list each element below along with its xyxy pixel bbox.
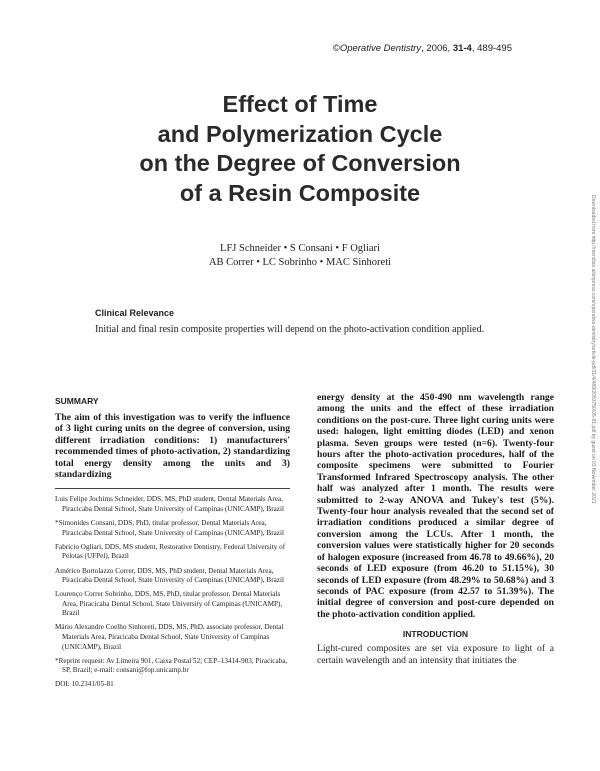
left-column [55,392,290,695]
author-line: AB Correr • LC Sobrinho • MAC Sinhoreti [208,257,392,268]
affiliation: *Simonides Consani, DDS, PhD, titular professor, Dental Materials Area, Piracicaba Dental School, State University of Campinas (UNICAMP), Brazil [55,519,284,537]
doi: DOI: 10.2341/05-81 [55,680,114,689]
journal-name: Operative Dentistry [339,43,422,54]
article-title [0,90,600,208]
title-line: and Polymerization Cycle [157,120,443,147]
right-column [317,392,554,666]
reprint-request: *Reprint request: Av Limeira 901, Caixa Postal 52; CEP–13414-903, Piracicaba, SP, Brazil; e-mail: consani@fop.unicamp.br [55,656,288,675]
affiliation-divider [55,488,290,489]
introduction-heading: INTRODUCTION [402,629,469,640]
title-line: Effect of Time [222,91,378,117]
title-line: of a Resin Composite [179,179,421,206]
journal-citation [333,43,512,54]
author-line: LFJ Schneider • S Consani • F Ogliari [220,243,380,254]
author-list [0,242,600,270]
summary-heading: SUMMARY [55,396,99,406]
journal-issue: 31-4 [452,43,472,54]
clinical-relevance-heading: Clinical Relevance [95,308,175,318]
affiliation: Lourenço Correr Sobrinho, DDS, MS, PhD, titular professor, Dental Materials Area, Piracicaba Dental School, State University of Campinas (UNICAMP), Brazil [55,590,283,618]
affiliation: Mário Alexandre Coelho Sinhoreti, DDS, MS, PhD, associate professor, Dental Materials Area, Piracicaba Dental School, State University of Campinas (UNICAMP), Brazil [55,623,284,651]
affiliation: Fabrício Ogliari, DDS, MS student, Restorative Dentistry, Federal University of Pelotas (UFPel), Brazil [55,542,286,561]
clinical-relevance-text: Initial and final resin composite properties will depend on the photo-activation condition applied. [95,324,485,335]
download-watermark: Downloaded from http://meridian.allenpress.com/operative-dentistry/article-pdf/31/4/489/2053750/05-81.pdf by guest on 03 November 2021 [590,195,596,504]
journal-year-volume: , 2006, [421,43,453,54]
summary-text-right: energy density at the 450-490 nm wavelength range among the units and the effect of these irradiation conditions on the post-cure. Three light curing units were used: halogen, light emitting diodes (LED) and xenon plasma. Seven groups were tested (n=6). Twenty-four hours after the photo-activation procedures, half of the composite specimens were submitted to Fourier Transformed Infrared Spectroscopy analysis. The other half was analyzed after 1 month. The results were submitted to 2-way ANOVA and Tukey's test (5%). Twenty-four hour analysis revealed that the second set of irradiation conditions produced a similar degree of conversion among the LCUs. After 1 month, the conversion values were statistically higher for 20 seconds of halogen exposure (increased from 46.78 to 49.66%), 20 seconds of LED exposure (from 46.20 to 51.15%), 30 seconds of LED exposure (from 48.29% to 50.68%) and 3 seconds of PAC exposure (from 42.57 to 51.39%). The initial degree of conversion and post-cure depended on the photo-activation condition applied. [317,392,554,620]
affiliation: Luis Felipe Jochims Schneider, DDS, MS, PhD student, Dental Materials Area, Piracicaba Dental School, State University of Campinas (UNICAMP), Brazil [55,495,284,514]
summary-text-left: The aim of this investigation was to verify the influence of 3 light curing units on the degree of conversion, using different irradiation conditions: 1) manufacturers' recommended times of photo-activation, 2) standardizing total energy density among the units and 3) standardizing [55,412,290,481]
title-line: on the Degree of Conversion [139,150,461,176]
copyright-symbol: © [332,43,340,54]
journal-pages: , 489-495 [471,43,512,54]
introduction-text: Light-cured composites are set via exposure to light of a certain wavelength and an intensity that initiates the [317,643,554,666]
affiliation: Américo Bortolazzo Correr, DDS, MS, PhD student, Dental Materials Area, Piracicaba Dental School, State University of Campinas (UNICAMP), Brazil [55,566,284,585]
